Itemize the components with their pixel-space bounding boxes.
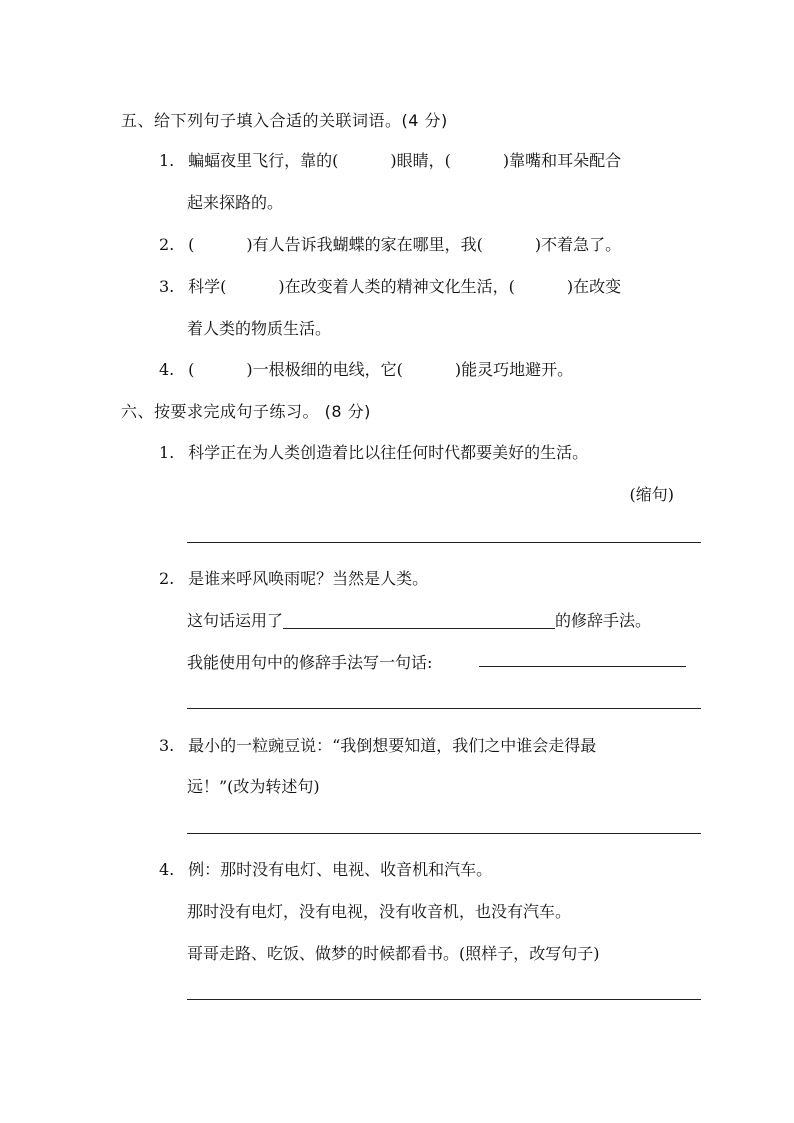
prompt-text: 这句话运用了 bbox=[187, 611, 284, 630]
question-text: ( bbox=[188, 360, 195, 379]
question-text: 最小的一粒豌豆说：“我倒想要知道，我们之中谁会走得最 bbox=[188, 736, 597, 755]
prompt-text: 我能使用句中的修辞手法写一句话: bbox=[187, 653, 433, 672]
example-sentence: 那时没有电灯，没有电视，没有收音机，也没有汽车。 bbox=[187, 902, 572, 921]
question-text: )有人告诉我蝴蝶的家在哪里，我( bbox=[246, 235, 483, 254]
task-sentence: 哥哥走路、吃饭、做梦的时候都看书。(照样子，改写句子) bbox=[187, 944, 600, 963]
s5-question-3 bbox=[159, 274, 621, 297]
s5-question-2 bbox=[159, 232, 621, 255]
question-number: 3. bbox=[159, 277, 175, 296]
question-number: 1. bbox=[159, 151, 175, 170]
question-number: 4. bbox=[159, 860, 175, 879]
answer-blank[interactable] bbox=[283, 628, 555, 629]
question-text: )靠嘴和耳朵配合 bbox=[502, 151, 622, 170]
question-text: ( bbox=[188, 235, 195, 254]
question-text: )眼睛，( bbox=[390, 151, 451, 170]
s5-question-4 bbox=[159, 357, 573, 380]
answer-line-inline[interactable] bbox=[479, 666, 686, 667]
question-text: 是谁来呼风唤雨呢？当然是人类。 bbox=[188, 569, 429, 588]
s6-q2-write-line bbox=[187, 650, 432, 673]
s6-question-1 bbox=[159, 440, 588, 463]
question-text: 科学( bbox=[188, 277, 227, 296]
section-6-title: 六、按要求完成句子练习。 (8 分) bbox=[121, 402, 371, 421]
question-text: )在改变 bbox=[566, 277, 622, 296]
answer-line[interactable] bbox=[187, 542, 701, 543]
question-text: 科学正在为人类创造着比以往任何时代都要美好的生活。 bbox=[188, 443, 589, 462]
question-text: )在改变着人类的精神文化生活，( bbox=[278, 277, 515, 296]
question-text: )能灵巧地避开。 bbox=[454, 360, 574, 379]
answer-line[interactable] bbox=[187, 833, 701, 834]
s6-q2-rhetoric-line bbox=[187, 608, 651, 631]
s6-question-2 bbox=[159, 566, 428, 589]
question-number: 3. bbox=[159, 736, 175, 755]
s6-question-4 bbox=[159, 857, 492, 880]
section-5-title: 五、给下列句子填入合适的关联词语。(4 分) bbox=[121, 111, 448, 130]
s5-question-3-continuation: 着人类的物质生活。 bbox=[187, 319, 332, 338]
s5-question-1 bbox=[159, 148, 621, 171]
question-text: 蝙蝠夜里飞行，靠的( bbox=[188, 151, 339, 170]
s6-question-3 bbox=[159, 733, 596, 756]
question-text: )不着急了。 bbox=[534, 235, 622, 254]
question-number: 2. bbox=[159, 235, 175, 254]
answer-line[interactable] bbox=[187, 708, 701, 709]
s5-question-1-continuation: 起来探路的。 bbox=[187, 193, 284, 212]
instruction-hint: (缩句) bbox=[629, 485, 674, 504]
question-number: 1. bbox=[159, 443, 175, 462]
prompt-text: 的修辞手法。 bbox=[555, 611, 652, 630]
question-text: )一根极细的电线，它( bbox=[246, 360, 403, 379]
answer-line[interactable] bbox=[187, 999, 701, 1000]
s6-question-3-continuation: 远！”(改为转述句) bbox=[187, 777, 320, 796]
question-number: 4. bbox=[159, 360, 175, 379]
question-number: 2. bbox=[159, 569, 175, 588]
question-text: 例：那时没有电灯、电视、收音机和汽车。 bbox=[188, 860, 493, 879]
